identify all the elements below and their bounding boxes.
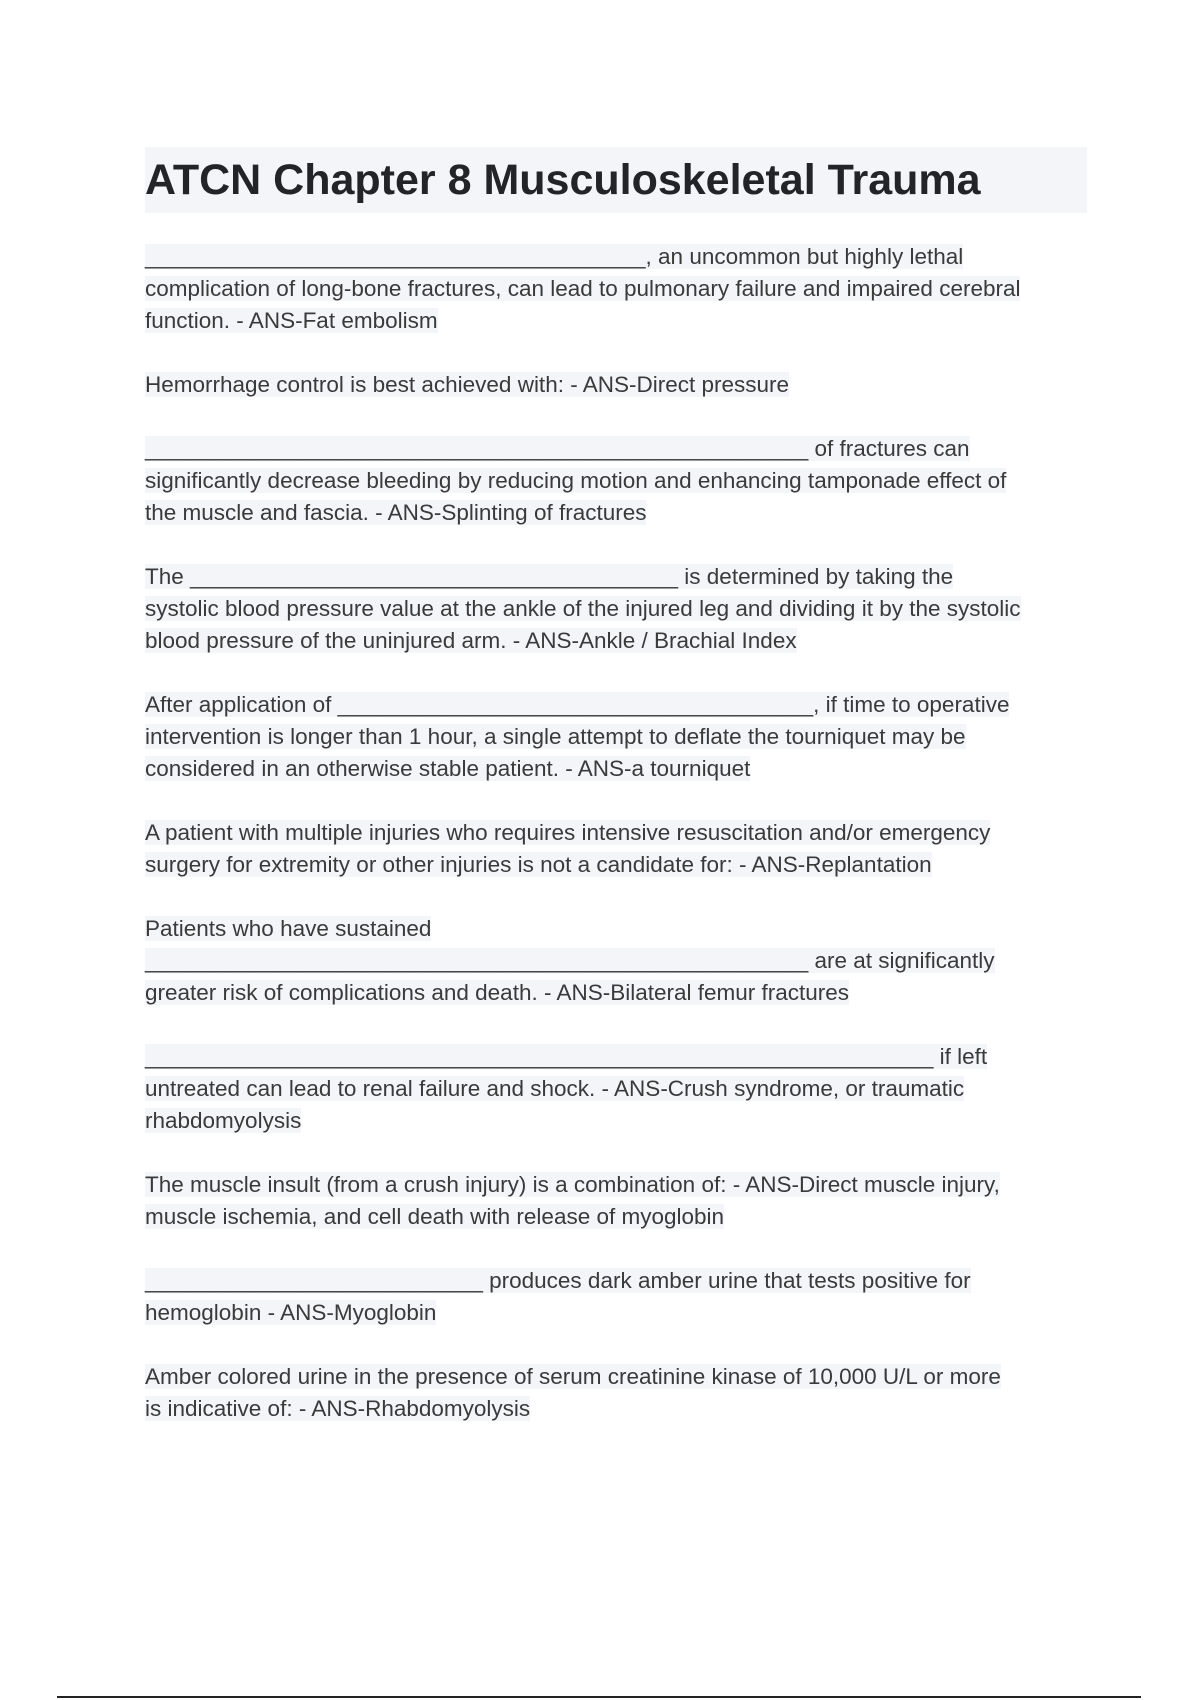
flashcard [145, 561, 1087, 657]
card-line: muscle ischemia, and cell death with release of myoglobin [145, 1204, 725, 1229]
flashcard [145, 913, 1087, 1009]
card-line: is indicative of: - ANS-Rhabdomyolysis [145, 1396, 531, 1421]
card-line: The muscle insult (from a crush injury) is a combination of: - ANS-Direct muscle injury, [145, 1172, 1000, 1197]
card-line: systolic blood pressure value at the ankle of the injured leg and dividing it by the systolic [145, 596, 1021, 621]
card-line: After application of ______________________________________, if time to operative [145, 692, 1010, 717]
card-line: rhabdomyolysis [145, 1108, 302, 1133]
card-line: the muscle and fascia. - ANS-Splinting of fractures [145, 500, 647, 525]
document-title: ATCN Chapter 8 Musculoskeletal Trauma [145, 155, 981, 204]
card-line: _____________________________________________________ of fractures can [145, 436, 970, 461]
flashcard [145, 817, 1087, 881]
flashcard [145, 1361, 1087, 1425]
title-banner [145, 147, 1087, 213]
flashcard [145, 1265, 1087, 1329]
card-line: untreated can lead to renal failure and shock. - ANS-Crush syndrome, or traumatic [145, 1076, 965, 1101]
flashcard [145, 1169, 1087, 1233]
card-line: Patients who have sustained [145, 916, 432, 941]
card-line: complication of long-bone fractures, can lead to pulmonary failure and impaired cerebral [145, 276, 1021, 301]
card-line: ___________________________ produces dark amber urine that tests positive for [145, 1268, 971, 1293]
card-line: ________________________________________, an uncommon but highly lethal [145, 244, 964, 269]
card-line: _______________________________________________________________ if left [145, 1044, 988, 1069]
card-line: intervention is longer than 1 hour, a single attempt to deflate the tourniquet may be [145, 724, 966, 749]
flashcard [145, 689, 1087, 785]
flashcard [145, 433, 1087, 529]
document-body [145, 147, 1087, 1457]
card-line: considered in an otherwise stable patient. - ANS-a tourniquet [145, 756, 751, 781]
flashcard [145, 369, 1087, 401]
card-line: function. - ANS-Fat embolism [145, 308, 438, 333]
card-line: Hemorrhage control is best achieved with: - ANS-Direct pressure [145, 372, 790, 397]
card-line: surgery for extremity or other injuries is not a candidate for: - ANS-Replantation [145, 852, 932, 877]
card-line: The _______________________________________ is determined by taking the [145, 564, 954, 589]
card-line: hemoglobin - ANS-Myoglobin [145, 1300, 437, 1325]
footer-divider [57, 1696, 1141, 1698]
card-line: A patient with multiple injuries who requires intensive resuscitation and/or emergency [145, 820, 991, 845]
flashcard [145, 241, 1087, 337]
card-line: _____________________________________________________ are at significantly [145, 948, 995, 973]
card-line: blood pressure of the uninjured arm. - ANS-Ankle / Brachial Index [145, 628, 797, 653]
card-line: significantly decrease bleeding by reducing motion and enhancing tamponade effect of [145, 468, 1007, 493]
card-line: Amber colored urine in the presence of serum creatinine kinase of 10,000 U/L or more [145, 1364, 1001, 1389]
flashcard [145, 1041, 1087, 1137]
card-line: greater risk of complications and death. - ANS-Bilateral femur fractures [145, 980, 850, 1005]
